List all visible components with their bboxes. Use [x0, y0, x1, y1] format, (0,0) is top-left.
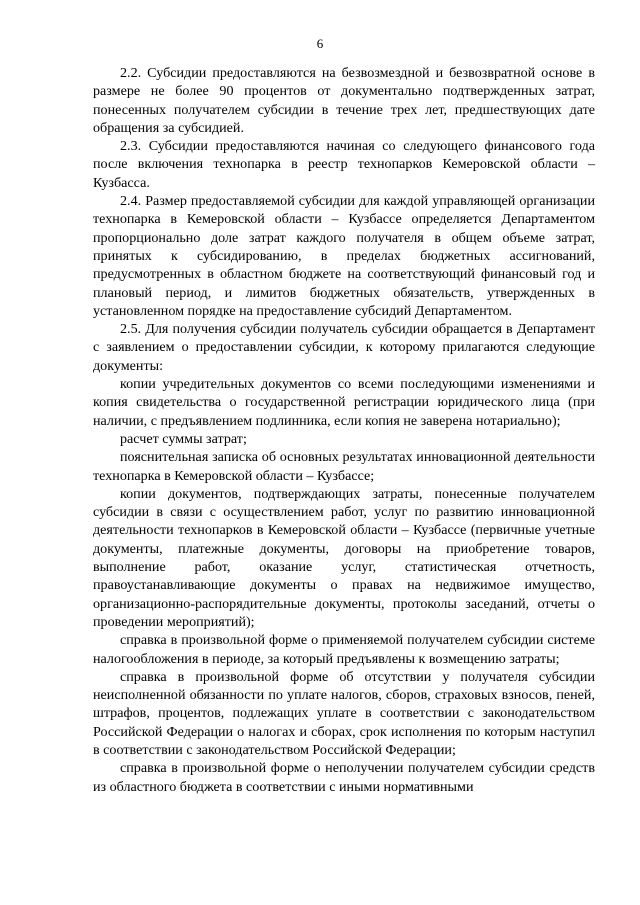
- paragraph: копии учредительных документов со всеми последующими изменениями и копия свидетельства о государственной регистрации юридического лица (при наличии, с предъявлением подлинника, если копия не заверена нотариально);: [93, 376, 595, 429]
- paragraph: 2.2. Субсидии предоставляются на безвозмездной и безвозвратной основе в размере не более 90 процентов от документально подтвержденных затрат, понесенных получателем субсидии в течение трех лет, предшествующих дате обращения за субсидией.: [93, 65, 595, 136]
- paragraph: пояснительная записка об основных результатах инновационной деятельности технопарка в Кемеровской области – Кузбассе;: [93, 449, 595, 484]
- paragraph: копии документов, подтверждающих затраты, понесенные получателем субсидии в связи с осуществлением работ, услуг по развитию инновационной деятельности технопарков в Кемеровской области – Кузбассе (первичные учетные документы, платежные документы, договоры на приобретение товаров, выполнение работ, оказание услуг, статистическая отчетность, правоустанавливающие документы о правах на недвижимое имущество, организационно-распорядительные документы, протоколы заседаний, отчеты о проведении мероприятий);: [93, 485, 595, 630]
- paragraph: расчет суммы затрат;: [120, 430, 247, 447]
- paragraph: 2.4. Размер предоставляемой субсидии для каждой управляющей организации технопарка в Кемеровской области – Кузбассе определяется Департаментом пропорционально доле затрат каждого получателя в общем объеме затрат, принятых к субсидированию, в пределах бюджетных ассигнований, предусмотренных в областном бюджете на соответствующий финансовый год и плановый период, и лимитов бюджетных обязательств, утвержденных в установленном порядке на предоставление субсидий Департаментом.: [93, 193, 595, 319]
- paragraph: 2.3. Субсидии предоставляются начиная со следующего финансового года после включения технопарка в реестр технопарков Кемеровской области – Кузбасса.: [93, 138, 595, 191]
- document-body: [93, 64, 595, 796]
- paragraph: 2.5. Для получения субсидии получатель субсидии обращается в Департамент с заявлением о предоставлении субсидии, к которому прилагаются следующие документы:: [93, 321, 595, 374]
- paragraph: справка в произвольной форме о применяемой получателем субсидии системе налогообложения в периоде, за который предъявлены к возмещению затраты;: [93, 632, 595, 667]
- paragraph: справка в произвольной форме об отсутствии у получателя субсидии неисполненной обязанности по уплате налогов, сборов, страховых взносов, пеней, штрафов, процентов, подлежащих уплате в соответствии с законодательством Российской Федерации о налогах и сборах, срок исполнения по которым наступил в соответствии с законодательством Российской Федерации;: [93, 668, 595, 758]
- paragraph: справка в произвольной форме о неполучении получателем субсидии средств из областного бюджета в соответствии с иными нормативными: [93, 760, 595, 795]
- page-number: 6: [316, 36, 324, 51]
